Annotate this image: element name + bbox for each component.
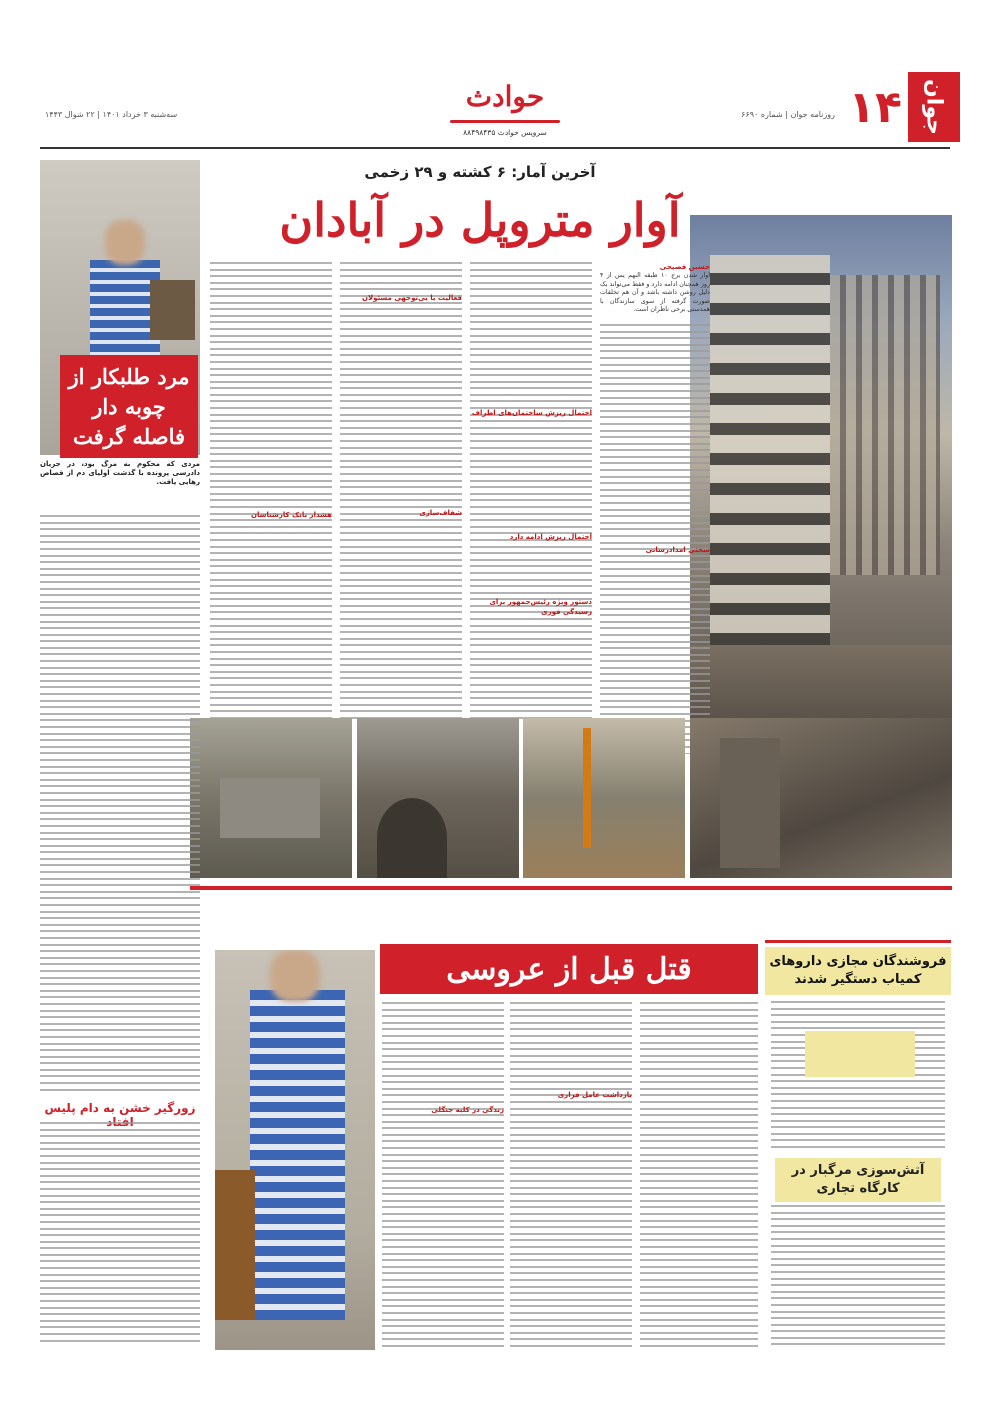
box-story — [765, 940, 951, 1355]
side-headline-box — [60, 355, 198, 458]
rescue-photo-3 — [357, 718, 519, 878]
bottom-headline: قتل قبل از عروسی — [446, 951, 692, 987]
main-lead: آوار شدن برج ۱۰ طبقه آلبهم یس از ۴ روز همچنان ادامه دارد و فقط می‌تواند یک دلیل روشن داشته باشد و آن هم تخلفات صورت گرفته از سوی سازندگان با همدستی برخی ناظران است. — [600, 272, 710, 314]
main-byline — [615, 262, 710, 272]
date-line: سه‌شنبه ۳ خرداد ۱۴۰۱ | ۲۲ شوال ۱۴۴۳ — [45, 110, 178, 119]
photo-row-rule — [190, 886, 952, 890]
bottom-col-3 — [382, 1002, 504, 1352]
byline-text: حسین فصیحی — [659, 263, 710, 271]
logo-text: جوان — [921, 79, 947, 135]
header-rule — [40, 147, 950, 149]
main-kicker: آخرین آمار: ۶ کشته و ۲۹ زخمی — [364, 163, 596, 181]
section-title: حوادث — [465, 80, 545, 113]
masthead-logo — [908, 72, 960, 142]
side-headline: مرد طلبکار از چوبه دار فاصله گرفت — [68, 363, 190, 449]
subhead-2: احتمال ریزش ساختمان‌های اطراف — [471, 409, 592, 417]
subhead-5: فعالیت یا بی‌توجهی مسئولان — [362, 294, 462, 302]
bottom-col-1 — [640, 1002, 758, 1352]
side-lead: مردی که محکوم به مرگ بود، در جریان دادرسی پرونده با گذشت اولیای دم از قصاص رهایی یافت. — [40, 460, 200, 486]
defendant-photo — [215, 950, 375, 1350]
main-headline: آوار متروپل در آبادان — [279, 193, 681, 247]
subhead-4: دستور ویژه رئیس‌جمهور برای رسیدگی فوری — [489, 598, 592, 616]
bottom-subhead-2: زندگی در کلبه جنگلی — [431, 1106, 504, 1114]
box-sub-headline-wrap — [805, 1031, 915, 1077]
side-sub-col — [40, 1122, 200, 1352]
page-number: ۱۴ — [848, 82, 902, 133]
subhead-7: هشدار بانک کارشناسان — [251, 511, 332, 519]
section-title-swoosh — [450, 120, 560, 123]
rescue-photo-1 — [690, 718, 952, 878]
main-col-2 — [470, 262, 592, 722]
main-col-4 — [210, 262, 332, 722]
box-headline-wrap — [765, 947, 951, 995]
bottom-col-2 — [510, 1002, 632, 1352]
box-headline: فروشندگان مجازی داروهای کمیاب دستگیر شدند — [769, 954, 947, 987]
box-col-2 — [771, 1205, 945, 1350]
metropol-collapse-photo — [690, 215, 952, 760]
issue-info: روزنامه جوان | شماره ۶۶۹۰ — [741, 110, 835, 119]
subhead-6: شفاف‌سازی — [419, 509, 462, 517]
service-phone: سرویس حوادث ۸۸۴۹۸۴۳۵ — [463, 128, 547, 137]
rescue-photo-4 — [190, 718, 352, 878]
main-col-1 — [600, 324, 710, 754]
side-sub-title: زورگیر خشن به دام پلیس — [44, 1101, 196, 1115]
bottom-headline-bar — [380, 944, 758, 994]
subhead-1: سختی امدادرسانی — [645, 546, 710, 554]
rescue-photo-2 — [523, 718, 685, 878]
main-col-3 — [340, 262, 462, 722]
bottom-subhead-1: بازداشت عامل فراری — [557, 1091, 632, 1099]
subhead-3: احتمال ریزش ادامه دارد — [509, 533, 592, 541]
box-sub-headline: آتش‌سوزی مرگبار در کارگاه تجاری — [775, 1158, 941, 1202]
side-col — [40, 515, 200, 1095]
